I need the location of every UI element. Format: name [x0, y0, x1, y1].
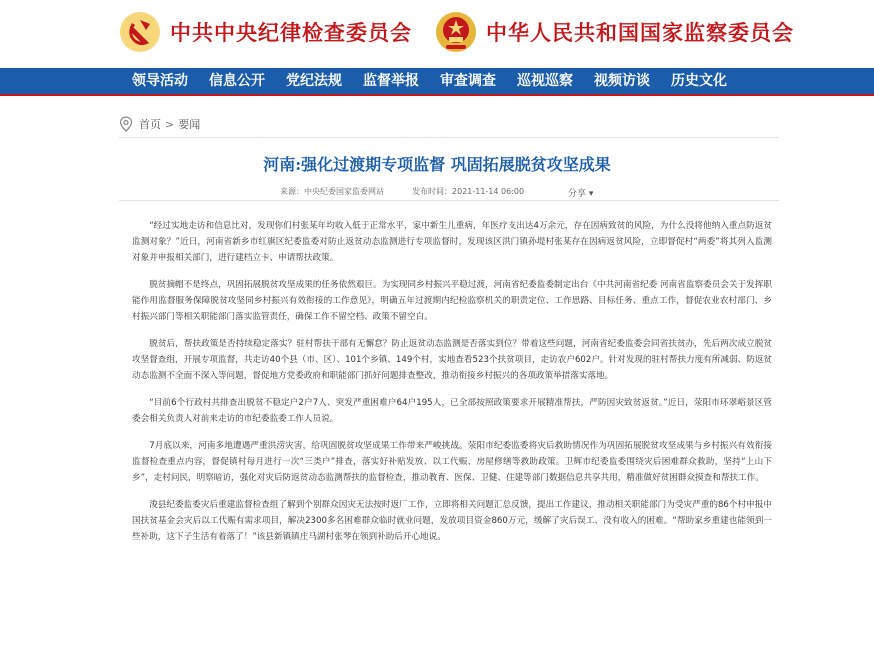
nsc-logo[interactable]	[434, 10, 794, 54]
nsc-site-name: 中华人民共和国国家监察委员会	[486, 20, 794, 45]
location-pin-icon	[119, 116, 133, 132]
national-emblem-icon	[434, 10, 478, 54]
article-paragraph: 脱贫摘帽不是终点，巩固拓展脱贫攻坚成果的任务依然艰巨。为实现同乡村振兴平稳过渡，河南省纪委监委制定出台《中共河南省纪委 河南省监察委员会关于发挥职能作用监督服务保障脱贫攻坚同乡村振兴有效衔接的工作意见》，明确五年过渡期内纪检监察机关的职责定位、工作思路、目标任务、重点工作，督促农业农村部门、乡村振兴部门等相关职能部门落实监管责任，确保工作不留空档、政策不留空白。	[132, 280, 772, 322]
article-paragraph: 浚县纪委监委灾后重建监督检查组了解到个别群众因灾无法按时返厂工作，立即将相关问题汇总反馈，提出工作建议，推动相关职能部门为受灾严重的86个村申报中国扶贫基金会灾后以工代赈有需求项目，解决2300多名困难群众临时就业问题，发放项目资金860万元，缓解了灾后误工、没有收入的困难。“帮助家乡重建也能领到一些补助，这下子生活有着落了！”该县新镇镇庄马湖村张琴在领到补助后开心地说。	[132, 500, 772, 542]
nav-menu	[132, 68, 748, 94]
meta-divider	[119, 200, 779, 201]
article-publish-time: 发布时间：2021-11-14 06:00	[412, 187, 525, 196]
main-navbar	[0, 68, 874, 96]
article-paragraph: “目前6个行政村共排查出脱贫不稳定户2户7人、突发严重困难户64户195人，已全部按照政策要求开展精准帮扶，严防因灾致贫返贫。”近日，荥阳市环翠峪景区管委会相关负责人对前来走访的市纪委监委工作人员说。	[132, 398, 772, 424]
nav-item-video[interactable]: 视频访谈	[594, 73, 650, 89]
nav-item-leadership[interactable]: 领导活动	[132, 73, 188, 89]
article-paragraph: 7月底以来，河南多地遭遇严重洪涝灾害，给巩固脱贫攻坚成果工作带来严峻挑战。荥阳市纪委监委将灾后救助情况作为巩固拓展脱贫攻坚成果与乡村振兴有效衔接监督检查重点内容，督促镇村每月进行一次“三类户”排查，落实好补贴发放、以工代赈、房屋修缮等救助政策。卫辉市纪委监委围绕灾后困难群众救助，坚持“上山下乡”，走村问民，明察暗访，强化对灾后防返贫动态监测帮扶的监督检查，推动教育、医保、卫健、住建等部门数据信息共享共用，精准做好贫困群众摸查和帮扶工作。	[132, 441, 772, 483]
party-emblem-icon	[118, 10, 162, 54]
breadcrumb-separator: >	[165, 117, 175, 131]
nav-item-history[interactable]: 历史文化	[671, 73, 727, 89]
share-button[interactable]	[568, 186, 593, 199]
breadcrumb-divider	[119, 137, 779, 138]
article-body	[132, 218, 772, 556]
breadcrumb-home-link[interactable]: 首页	[139, 118, 161, 131]
chevron-down-icon: ▾	[588, 189, 594, 199]
article-paragraph: 脱贫后，帮扶政策是否持续稳定落实？驻村帮扶干部有无懈怠？防止返贫动态监测是否落实到位？带着这些问题，河南省纪委监委会同省扶贫办，先后两次成立脱贫攻坚督查组，开展专项监督，共走访40个县（市、区）、101个乡镇、149个村，实地查看523个扶贫项目，走访农户602户。针对发现的驻村帮扶力度有所减弱、防返贫动态监测不全面不深入等问题，督促地方党委政府和职能部门抓好问题排查整改，推动衔接乡村振兴的各项政策举措落实落地。	[132, 339, 772, 381]
share-label: 分享	[568, 189, 587, 199]
ccdi-site-name: 中共中央纪律检查委员会	[170, 20, 412, 45]
breadcrumb	[119, 116, 200, 132]
article-title: 河南:强化过渡期专项监督 巩固拓展脱贫攻坚成果	[263, 155, 611, 174]
article-paragraph: “经过实地走访和信息比对，发现你们村张某年均收入低于正常水平，家中新生儿重病，年医疗支出达4万余元，存在因病致贫的风险，为什么没将他纳入重点防返贫监测对象？”近日，河南省新乡市红旗区纪委监委对防止返贫动态监测进行专项监督时，发现该区洪门镇孙堤村张某存在因病返贫风险，立即督促村“两委”将其列入监测对象并申报相关部门，进行建档立卡、申请帮扶政策。	[132, 221, 772, 263]
nav-item-regulations[interactable]: 党纪法规	[286, 73, 342, 89]
nav-item-inspection[interactable]: 巡视巡察	[517, 73, 573, 89]
nav-item-disclosure[interactable]: 信息公开	[209, 73, 265, 89]
site-header	[0, 0, 874, 68]
nav-item-investigation[interactable]: 审查调查	[440, 73, 496, 89]
ccdi-logo[interactable]	[118, 10, 412, 54]
breadcrumb-news-link[interactable]: 要闻	[178, 118, 201, 131]
article-source: 来源：中央纪委国家监委网站	[280, 187, 384, 196]
nav-item-report[interactable]: 监督举报	[363, 73, 419, 89]
